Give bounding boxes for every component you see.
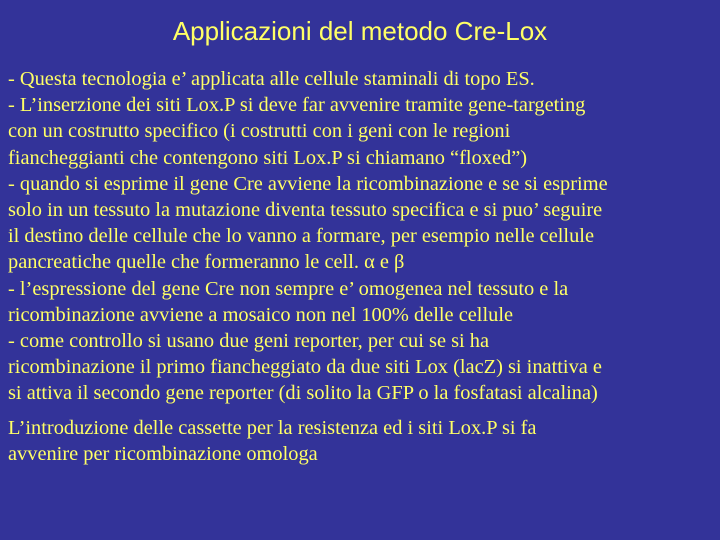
slide-title: Applicazioni del metodo Cre-Lox [172,16,548,46]
body-line: si attiva il secondo gene reporter (di solito la GFP o la fosfatasi alcalina) [8,382,598,405]
body-line: - quando si esprime il gene Cre avviene la ricombinazione e se si esprime [8,172,608,195]
body-line: avvenire per ricombinazione omologa [8,442,318,465]
body-line: - come controllo si usano due geni reporter, per cui se si ha [8,330,490,353]
body-line: solo in un tessuto la mutazione diventa tessuto specifica e si puo’ seguire [8,199,603,222]
body-line: - L’inserzione dei siti Lox.P si deve far avvenire tramite gene-targeting [8,94,586,117]
body-line: - Questa tecnologia e’ applicata alle cellule staminali di topo ES. [8,68,535,90]
body-line: L’introduzione delle cassette per la resistenza ed i siti Lox.P si fa [8,416,537,439]
body-line: pancreatiche quelle che formeranno le cell. α e β [8,251,405,274]
slide-body [8,66,714,467]
paragraph-gap [8,407,714,415]
body-line: il destino delle cellule che lo vanno a formare, per esempio nelle cellule [8,225,594,248]
body-line: ricombinazione il primo fiancheggiato da due siti Lox (lacZ) si inattiva e [8,356,602,379]
body-line: ricombinazione avviene a mosaico non nel 100% delle cellule [8,303,514,326]
body-line: fiancheggianti che contengono siti Lox.P si chiamano “floxed”) [8,146,528,169]
body-line: con un costrutto specifico (i costrutti con i geni con le regioni [8,120,511,143]
body-line: - l’espressione del gene Cre non sempre e’ omogenea nel tessuto e la [8,277,569,300]
